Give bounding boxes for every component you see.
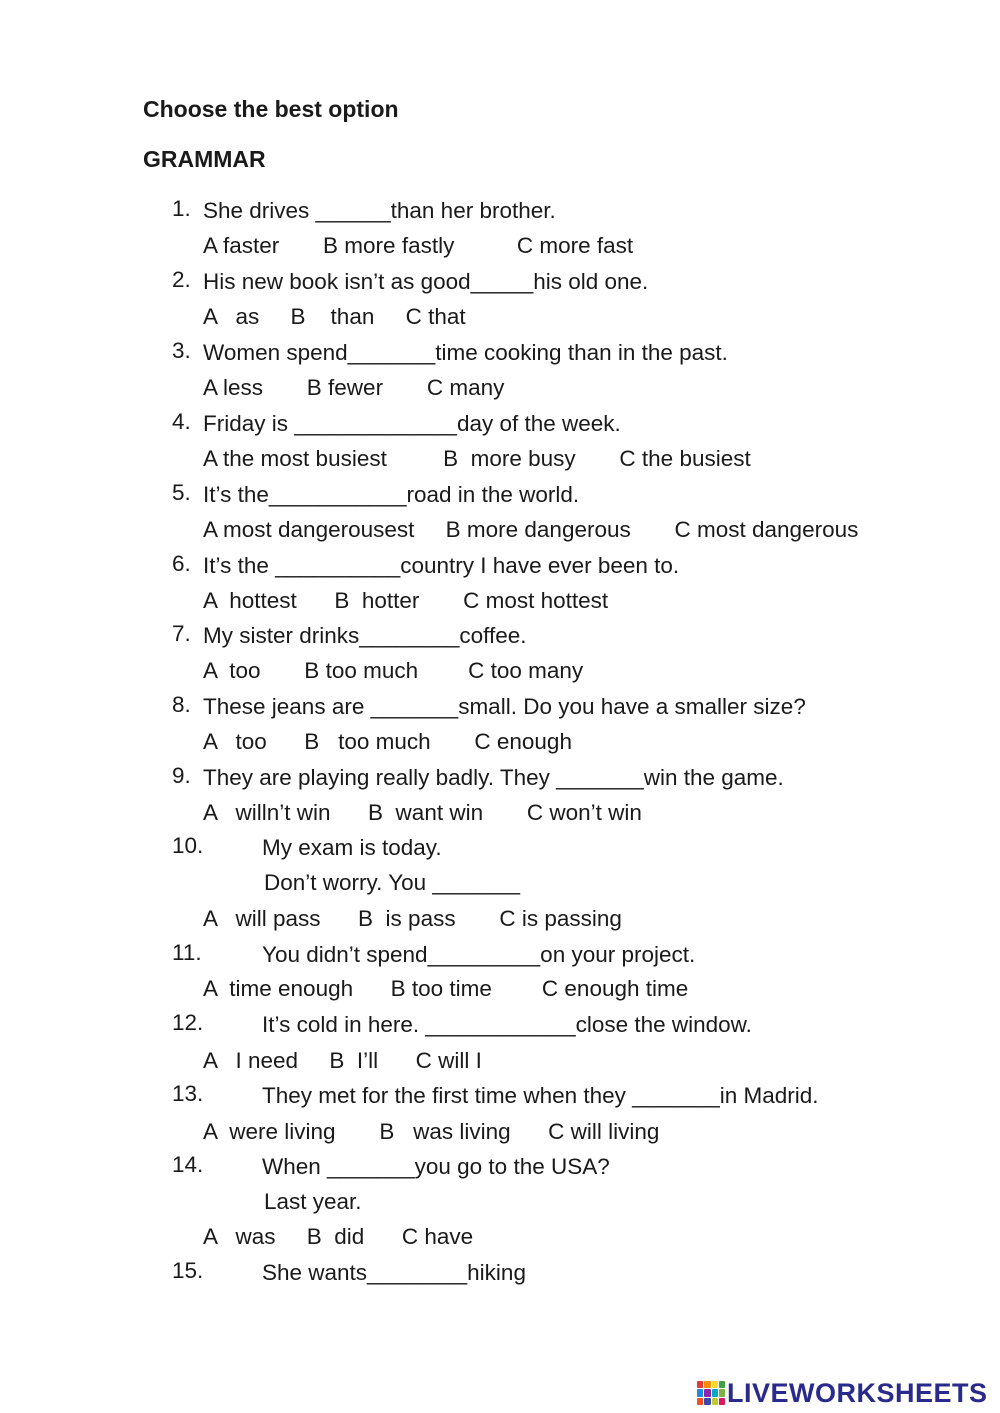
logo-square <box>697 1381 703 1388</box>
answer-options: A were living B was living C will living <box>203 1119 660 1144</box>
answer-options: A too B too much C enough <box>203 729 572 754</box>
answer-options: A hottest B hotter C most hottest <box>203 588 609 613</box>
question-text: Friday is _____________day of the week. <box>203 411 621 436</box>
logo-square <box>704 1398 710 1405</box>
question-number: 10. <box>172 833 204 858</box>
question-number: 9. <box>172 763 191 788</box>
logo-square <box>704 1389 710 1396</box>
answer-options: A too B too much C too many <box>203 658 584 683</box>
question-text: They are playing really badly. They _______win the game. <box>203 765 784 790</box>
answer-options: A less B fewer C many <box>203 375 505 400</box>
question-number: 13. <box>172 1081 204 1106</box>
question-number: 5. <box>172 480 191 505</box>
instruction-heading: Choose the best option <box>143 96 399 122</box>
logo-square <box>712 1389 718 1396</box>
question-text-continued: Last year. <box>264 1189 362 1214</box>
question-text: It’s the___________road in the world. <box>203 482 580 507</box>
question-number: 6. <box>172 551 191 576</box>
liveworksheets-logo <box>697 1378 988 1408</box>
logo-square <box>697 1389 703 1396</box>
logo-square <box>712 1398 718 1405</box>
logo-square <box>719 1398 725 1405</box>
answer-options: A most dangerousest B more dangerous C most dangerous <box>203 517 859 542</box>
question-text: When _______you go to the USA? <box>262 1154 610 1179</box>
question-number: 1. <box>172 196 191 221</box>
question-text: My exam is today. <box>262 835 442 860</box>
question-text: My sister drinks________coffee. <box>203 623 527 648</box>
question-number: 3. <box>172 338 191 363</box>
question-number: 4. <box>172 409 191 434</box>
answer-options: A time enough B too time C enough time <box>203 976 689 1001</box>
question-text: You didn’t spend_________on your project. <box>262 942 696 967</box>
question-number: 8. <box>172 692 191 717</box>
question-number: 7. <box>172 621 191 646</box>
logo-square <box>712 1381 718 1388</box>
question-text: It’s the __________country I have ever been to. <box>203 553 680 578</box>
question-text-continued: Don’t worry. You _______ <box>264 870 521 895</box>
question-text: These jeans are _______small. Do you have a smaller size? <box>203 694 806 719</box>
answer-options: A faster B more fastly C more fast <box>203 233 634 258</box>
question-number: 14. <box>172 1152 204 1177</box>
question-text: Women spend_______time cooking than in the past. <box>203 340 728 365</box>
question-text: They met for the first time when they _______in Madrid. <box>262 1083 819 1108</box>
answer-options: A will pass B is pass C is passing <box>203 906 622 931</box>
answer-options: A was B did C have <box>203 1224 474 1249</box>
question-number: 11. <box>172 940 202 965</box>
question-number: 2. <box>172 267 191 292</box>
answer-options: A I need B I’ll C will I <box>203 1048 482 1073</box>
question-number: 15. <box>172 1258 204 1283</box>
logo-mark-icon <box>697 1381 725 1405</box>
question-text: It’s cold in here. ____________close the window. <box>262 1012 752 1037</box>
answer-options: A willn’t win B want win C won’t win <box>203 800 642 825</box>
logo-square <box>697 1398 703 1405</box>
section-heading: GRAMMAR <box>143 146 266 172</box>
question-text: She wants________hiking <box>262 1260 526 1285</box>
logo-square <box>704 1381 710 1388</box>
question-text: She drives ______than her brother. <box>203 198 556 223</box>
answer-options: A as B than C that <box>203 304 466 329</box>
logo-square <box>719 1381 725 1388</box>
logo-square <box>719 1389 725 1396</box>
question-text: His new book isn’t as good_____his old one. <box>203 269 649 294</box>
logo-text: LIVEWORKSHEETS <box>727 1377 988 1408</box>
question-number: 12. <box>172 1010 204 1035</box>
answer-options: A the most busiest B more busy C the busiest <box>203 446 751 471</box>
